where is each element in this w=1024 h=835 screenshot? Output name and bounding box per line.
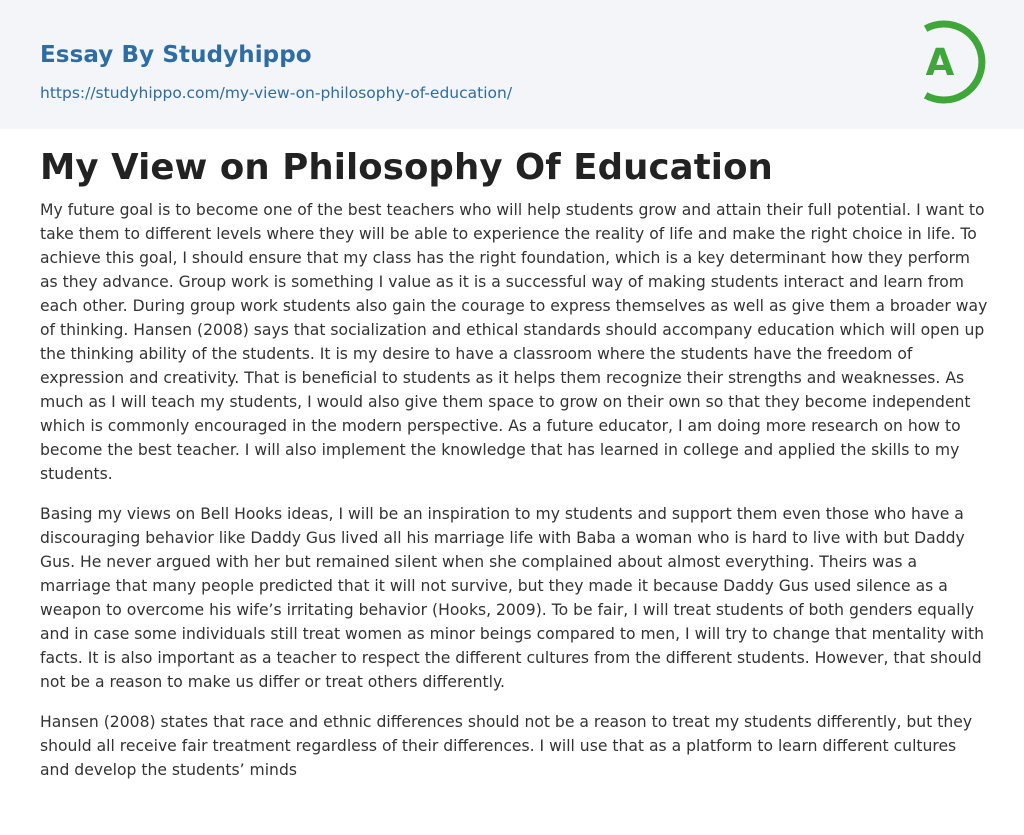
site-brand[interactable]: Essay By Studyhippo	[40, 42, 312, 68]
article-paragraph: My future goal is to become one of the best teachers who will help students grow and attain their full potential. I want to take them to different levels where they will be able to experience the reality of life and make the right choice in life. To achieve this goal, I should ensure that my class has the right foundation, which is a key determinant how they perform as they advance. Group work is something I value as it is a successful way of making students interact and learn from each other. During group work students also gain the courage to express themselves as well as give them a broader way of thinking. Hansen (2008) says that socialization and ethical standards should accompany education which will open up the thinking ability of the students. It is my desire to have a classroom where the students have the freedom of expression and creativity. That is beneficial to students as it helps them recognize their strengths and weaknesses. As much as I will teach my students, I would also give them space to grow on their own so that they become independent which is commonly encouraged in the modern perspective. As a future educator, I am doing more research on how to become the best teacher. I will also implement the knowledge that has learned in college and applied the skills to my students.	[40, 201, 988, 483]
article-paragraph: Hansen (2008) states that race and ethnic differences should not be a reason to treat my students differently, but they should all receive fair treatment regardless of their differences. I will use that as a platform to learn different cultures and develop the students’ minds	[40, 713, 973, 779]
site-header	[0, 0, 1024, 129]
article-paragraph: Basing my views on Bell Hooks ideas, I will be an inspiration to my students and support them even those who have a discouraging behavior like Daddy Gus lived all his marriage life with Baba a woman who is hard to live with but Daddy Gus. He never argued with her but remained silent when she complained about almost everything. Theirs was a marriage that many people predicted that it will not survive, but they made it because Daddy Gus used silence as a weapon to overcome his wife’s irritating behavior (Hooks, 2009). To be fair, I will treat students of both genders equally and in case some individuals still treat women as minor beings compared to men, I will try to change that mentality with facts. It is also important as a teacher to respect the different cultures from the different students. However, that should not be a reason to make us differ or treat others differently.	[40, 505, 984, 691]
logo-letter: A	[925, 41, 955, 84]
article	[40, 144, 990, 798]
studyhippo-logo-icon[interactable]	[914, 19, 986, 105]
page-title: My View on Philosophy Of Education	[40, 147, 773, 188]
essay-url-link[interactable]: https://studyhippo.com/my-view-on-philosophy-of-education/	[40, 84, 513, 102]
